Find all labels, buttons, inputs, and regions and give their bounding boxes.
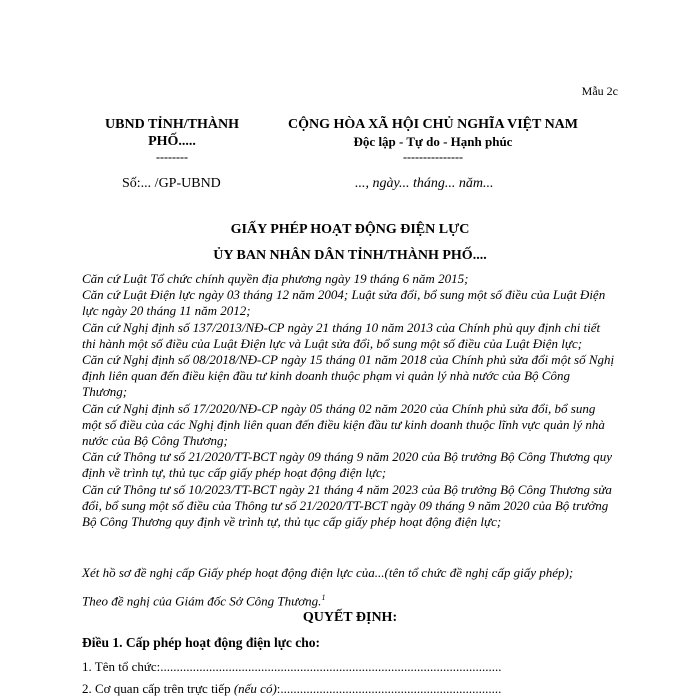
proposal-line	[82, 590, 617, 609]
agency-name-line1: UBND TỈNH/THÀNH	[105, 117, 239, 132]
field-label: 2. Cơ quan cấp trên trực tiếp	[82, 681, 234, 696]
field-label: 1. Tên tổ chức:	[82, 659, 161, 674]
issuing-agency-block	[92, 116, 252, 164]
legal-basis-item: Căn cứ Luật Tổ chức chính quyền địa phương ngày 19 tháng 6 năm 2015;	[82, 271, 469, 286]
agency-name-line2: PHỐ.....	[148, 134, 196, 149]
article-1	[82, 635, 320, 651]
legal-basis-item: Căn cứ Nghị định số 17/2020/NĐ-CP ngày 05 tháng 02 năm 2020 của Chính phủ sửa đổi, bổ sung một số điều của các Nghị định liên quan đến điều kiện đầu tư kinh doanh thuộc lĩnh vực quản lý nhà nước của Bộ Công Thương;	[82, 400, 605, 449]
article-1-title: Điều 1. Cấp phép hoạt động điện lực cho:	[82, 635, 321, 650]
footnote-marker: 1	[321, 593, 326, 602]
field-organization-name	[82, 659, 502, 675]
document-title: GIẤY PHÉP HOẠT ĐỘNG ĐIỆN LỰC	[230, 222, 470, 237]
decision-heading: QUYẾT ĐỊNH:	[302, 610, 398, 625]
legal-basis-item: Căn cứ Luật Điện lực ngày 03 tháng 12 năm 2004; Luật sửa đổi, bổ sung một số điều của Luật Điện lực ngày 20 tháng 11 năm 2012;	[82, 287, 606, 319]
field-superior-agency	[82, 681, 501, 697]
fill-in-dots: .........................................................................................................	[160, 659, 502, 674]
legal-basis-item: Căn cứ Thông tư số 10/2023/TT-BCT ngày 21 tháng 4 năm 2023 của Bộ trưởng Bộ Công Thương sửa đổi, bổ sung một số điều của Thông tư số 21/2020/TT-BCT ngày 09 tháng 9 năm 2020 của Bộ trưởng Bộ Công Thương quy định về trình tự, thủ tục cấp giấy phép hoạt động điện lực;	[82, 481, 612, 530]
motto-divider: ---------------	[403, 150, 463, 164]
field-note: (nếu có)	[233, 681, 277, 696]
agency-divider: --------	[156, 150, 188, 164]
nation-name: CỘNG HÒA XÃ HỘI CHỦ NGHĨA VIỆT NAM	[287, 117, 578, 132]
legal-basis-list	[82, 271, 617, 530]
legal-basis-item: Căn cứ Nghị định số 137/2013/NĐ-CP ngày 21 tháng 10 năm 2013 của Chính phủ quy định chi tiết thi hành một số điều của Luật Điện lực và Luật sửa đổi, bổ sung một số điều của Luật Điện lực;	[82, 319, 601, 351]
proposal-text: Theo đề nghị của Giám đốc Sở Công Thương.	[82, 593, 322, 609]
document-date: ..., ngày... tháng... năm...	[355, 176, 494, 191]
legal-basis-item: Căn cứ Thông tư số 21/2020/TT-BCT ngày 09 tháng 9 năm 2020 của Bộ trưởng Bộ Công Thương quy định về trình tự, thủ tục cấp giấy phép hoạt động điện lực;	[82, 449, 612, 481]
legal-basis-item: Căn cứ Nghị định số 08/2018/NĐ-CP ngày 15 tháng 01 năm 2018 của Chính phủ sửa đổi một số Nghị định liên quan đến điều kiện đầu tư kinh doanh thuộc phạm vi quản lý nhà nước của Bộ Công Thương;	[82, 352, 615, 400]
issuing-authority: ỦY BAN NHÂN DÂN TỈNH/THÀNH PHỐ....	[213, 248, 487, 263]
fill-in-dots: :....................................................................	[276, 681, 502, 696]
national-header-block	[268, 116, 598, 164]
national-motto: Độc lập - Tự do - Hạnh phúc	[353, 134, 513, 149]
form-code: Mẫu 2c	[581, 84, 618, 98]
consideration-text: Xét hồ sơ đề nghị cấp Giấy phép hoạt động điện lực của...(tên tổ chức đề nghị cấp giấy phép);	[82, 565, 574, 580]
document-number: Số:... /GP-UBND	[122, 176, 221, 191]
